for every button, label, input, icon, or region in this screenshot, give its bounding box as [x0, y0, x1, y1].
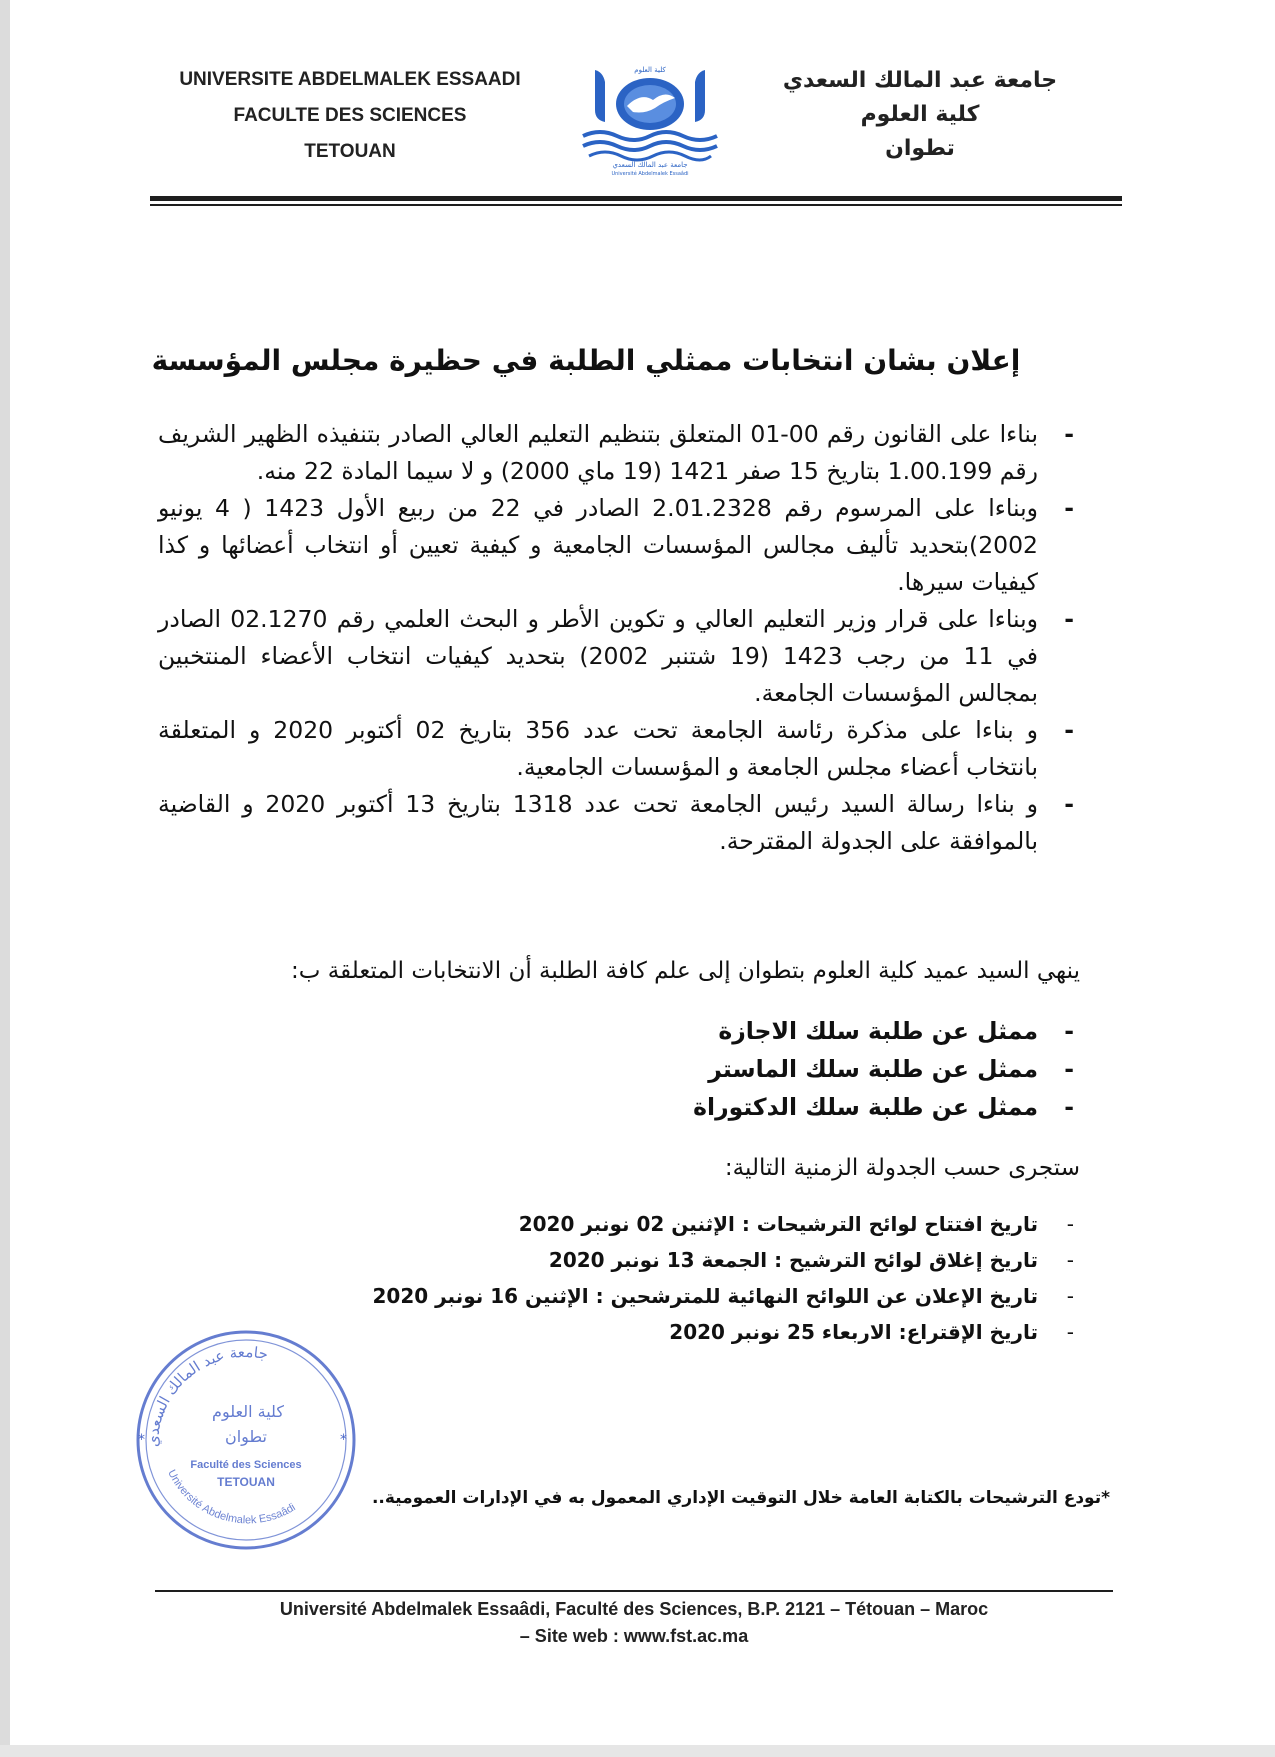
consideration-item [158, 490, 1080, 601]
footer-address: Université Abdelmalek Essaâdi, Faculté des Sciences, B.P. 2121 – Tétouan – Maroc [279, 1599, 989, 1619]
representative-item [500, 1050, 1080, 1088]
consideration-text: و بناءا رسالة السيد رئيس الجامعة تحت عدد 1318 بتاريخ 13 أكتوبر 2020 و القاضية بالموافقة على الجدولة المقترحة. [158, 790, 1039, 855]
schedule-item [300, 1242, 1080, 1278]
stamp-ring-arabic: جامعة عبد المالك السعدي [143, 1343, 270, 1448]
header-ar-university: جامعة عبد المالك السعدي [782, 68, 1058, 93]
consideration-item [158, 601, 1080, 712]
stamp-center-fr1: Faculté des Sciences [190, 1459, 302, 1471]
schedule-item [300, 1314, 1080, 1350]
header-divider-thin [150, 204, 1122, 206]
stamp-center-ar1: كلية العلوم [212, 1402, 284, 1421]
bullet-dash: - [1064, 605, 1074, 633]
bullet-dash: - [1066, 1320, 1074, 1344]
header-ar-city: تطوان [885, 136, 955, 161]
announcement-title: إعلان بشان انتخابات ممثلي الطلبة في حظيرة مجلس المؤسسة [151, 344, 1021, 377]
university-logo [575, 62, 725, 177]
bullet-dash: - [1064, 1017, 1074, 1045]
consideration-item [158, 786, 1080, 860]
consideration-text: وبناءا على قرار وزير التعليم العالي و تكوين الأطر و البحث العلمي رقم 02.1270 الصادر في 11 من رجب 1423 (19 شتنبر 2002) بتحديد كيفيات انتخاب الأعضاء المنتخبين بمجالس المؤسسات الجامعة. [158, 605, 1039, 707]
schedule-item [300, 1278, 1080, 1314]
bullet-dash: - [1064, 494, 1074, 522]
footer [155, 1596, 1113, 1650]
consideration-item [158, 712, 1080, 786]
logo-text-bottom: جامعة عبد المالك السعدي [612, 161, 688, 169]
schedule-text: تاريخ إغلاق لوائح الترشيح : الجمعة 13 نونبر 2020 [548, 1248, 1038, 1272]
schedule-text: تاريخ الإقتراع: الاربعاء 25 نونبر 2020 [669, 1320, 1038, 1344]
stamp-ring-french: Université Abdelmalek Essaâdi [165, 1467, 298, 1527]
schedule-intro: ستجرى حسب الجدولة الزمنية التالية: [724, 1155, 1080, 1181]
logo-text-bottom-fr: Université Abdelmalek Essaâdi [611, 171, 689, 177]
header-fr-university: UNIVERSITE ABDELMALEK ESSAADI [179, 69, 521, 90]
submission-note: *تودع الترشيحات بالكتابة العامة خلال التوقيت الإداري المعمول به في الإدارات العمومية.. [371, 1488, 1110, 1508]
stamp-star-icon: * [340, 1432, 347, 1448]
stamp-star-icon: * [138, 1432, 145, 1448]
scan-edge [0, 0, 10, 1757]
schedule-text: تاريخ افتتاح لوائح الترشيحات : الإثنين 02 نونبر 2020 [518, 1212, 1038, 1236]
bullet-dash: - [1064, 716, 1074, 744]
considerations-list [158, 416, 1080, 860]
schedule-item [300, 1206, 1080, 1242]
stamp-center-ar2: تطوان [224, 1427, 268, 1446]
header-french [150, 62, 550, 170]
bullet-dash: - [1064, 1093, 1074, 1121]
logo-text-top: كلية العلوم [634, 66, 666, 74]
bullet-dash: - [1064, 1055, 1074, 1083]
footer-website: – Site web : www.fst.ac.ma [519, 1626, 749, 1646]
header-arabic [770, 64, 1070, 166]
faculty-stamp [128, 1322, 363, 1557]
consideration-item [158, 416, 1080, 490]
scan-edge-bottom [0, 1745, 1275, 1757]
announcement-intro: ينهي السيد عميد كلية العلوم بتطوان إلى علم كافة الطلبة أن الانتخابات المتعلقة ب: [291, 958, 1080, 984]
header-fr-city: TETOUAN [304, 141, 396, 162]
header-ar-faculty: كلية العلوم [860, 102, 980, 127]
representative-item [500, 1088, 1080, 1126]
representative-text: ممثل عن طلبة سلك الاجازة [718, 1017, 1038, 1045]
representative-text: ممثل عن طلبة سلك الدكتوراة [693, 1093, 1038, 1121]
schedule-text: تاريخ الإعلان عن اللوائح النهائية للمترشحين : الإثنين 16 نونبر 2020 [372, 1284, 1038, 1308]
bullet-dash: - [1064, 420, 1074, 448]
bullet-dash: - [1066, 1248, 1074, 1272]
bullet-dash: - [1066, 1212, 1074, 1236]
consideration-text: بناءا على القانون رقم 00-01 المتعلق بتنظيم التعليم العالي الصادر بتنفيذه الظهير الشريف رقم 1.00.199 بتاريخ 15 صفر 1421 (19 ماي 2000) و لا سيما المادة 22 منه. [158, 420, 1038, 485]
header-divider-thick [150, 196, 1122, 201]
header-fr-faculty: FACULTE DES SCIENCES [233, 105, 467, 126]
schedule-list [300, 1206, 1080, 1350]
footer-divider [155, 1590, 1113, 1592]
consideration-text: و بناءا على مذكرة رئاسة الجامعة تحت عدد 356 بتاريخ 02 أكتوبر 2020 و المتعلقة بانتخاب أعضاء مجلس الجامعة و المؤسسات الجامعية. [158, 716, 1039, 781]
representative-item [500, 1012, 1080, 1050]
representative-text: ممثل عن طلبة سلك الماستر [708, 1055, 1038, 1083]
bullet-dash: - [1066, 1284, 1074, 1308]
consideration-text: وبناءا على المرسوم رقم 2.01.2328 الصادر في 22 من ربيع الأول 1423 ( 4 يونيو 2002)بتحديد تأليف مجالس المؤسسات الجامعية و كيفية تعيين أو انتخاب أعضائها و كذا كيفيات سيرها. [158, 494, 1038, 596]
stamp-center-fr2: TETOUAN [217, 1475, 275, 1489]
bullet-dash: - [1064, 790, 1074, 818]
representatives-list [500, 1012, 1080, 1126]
